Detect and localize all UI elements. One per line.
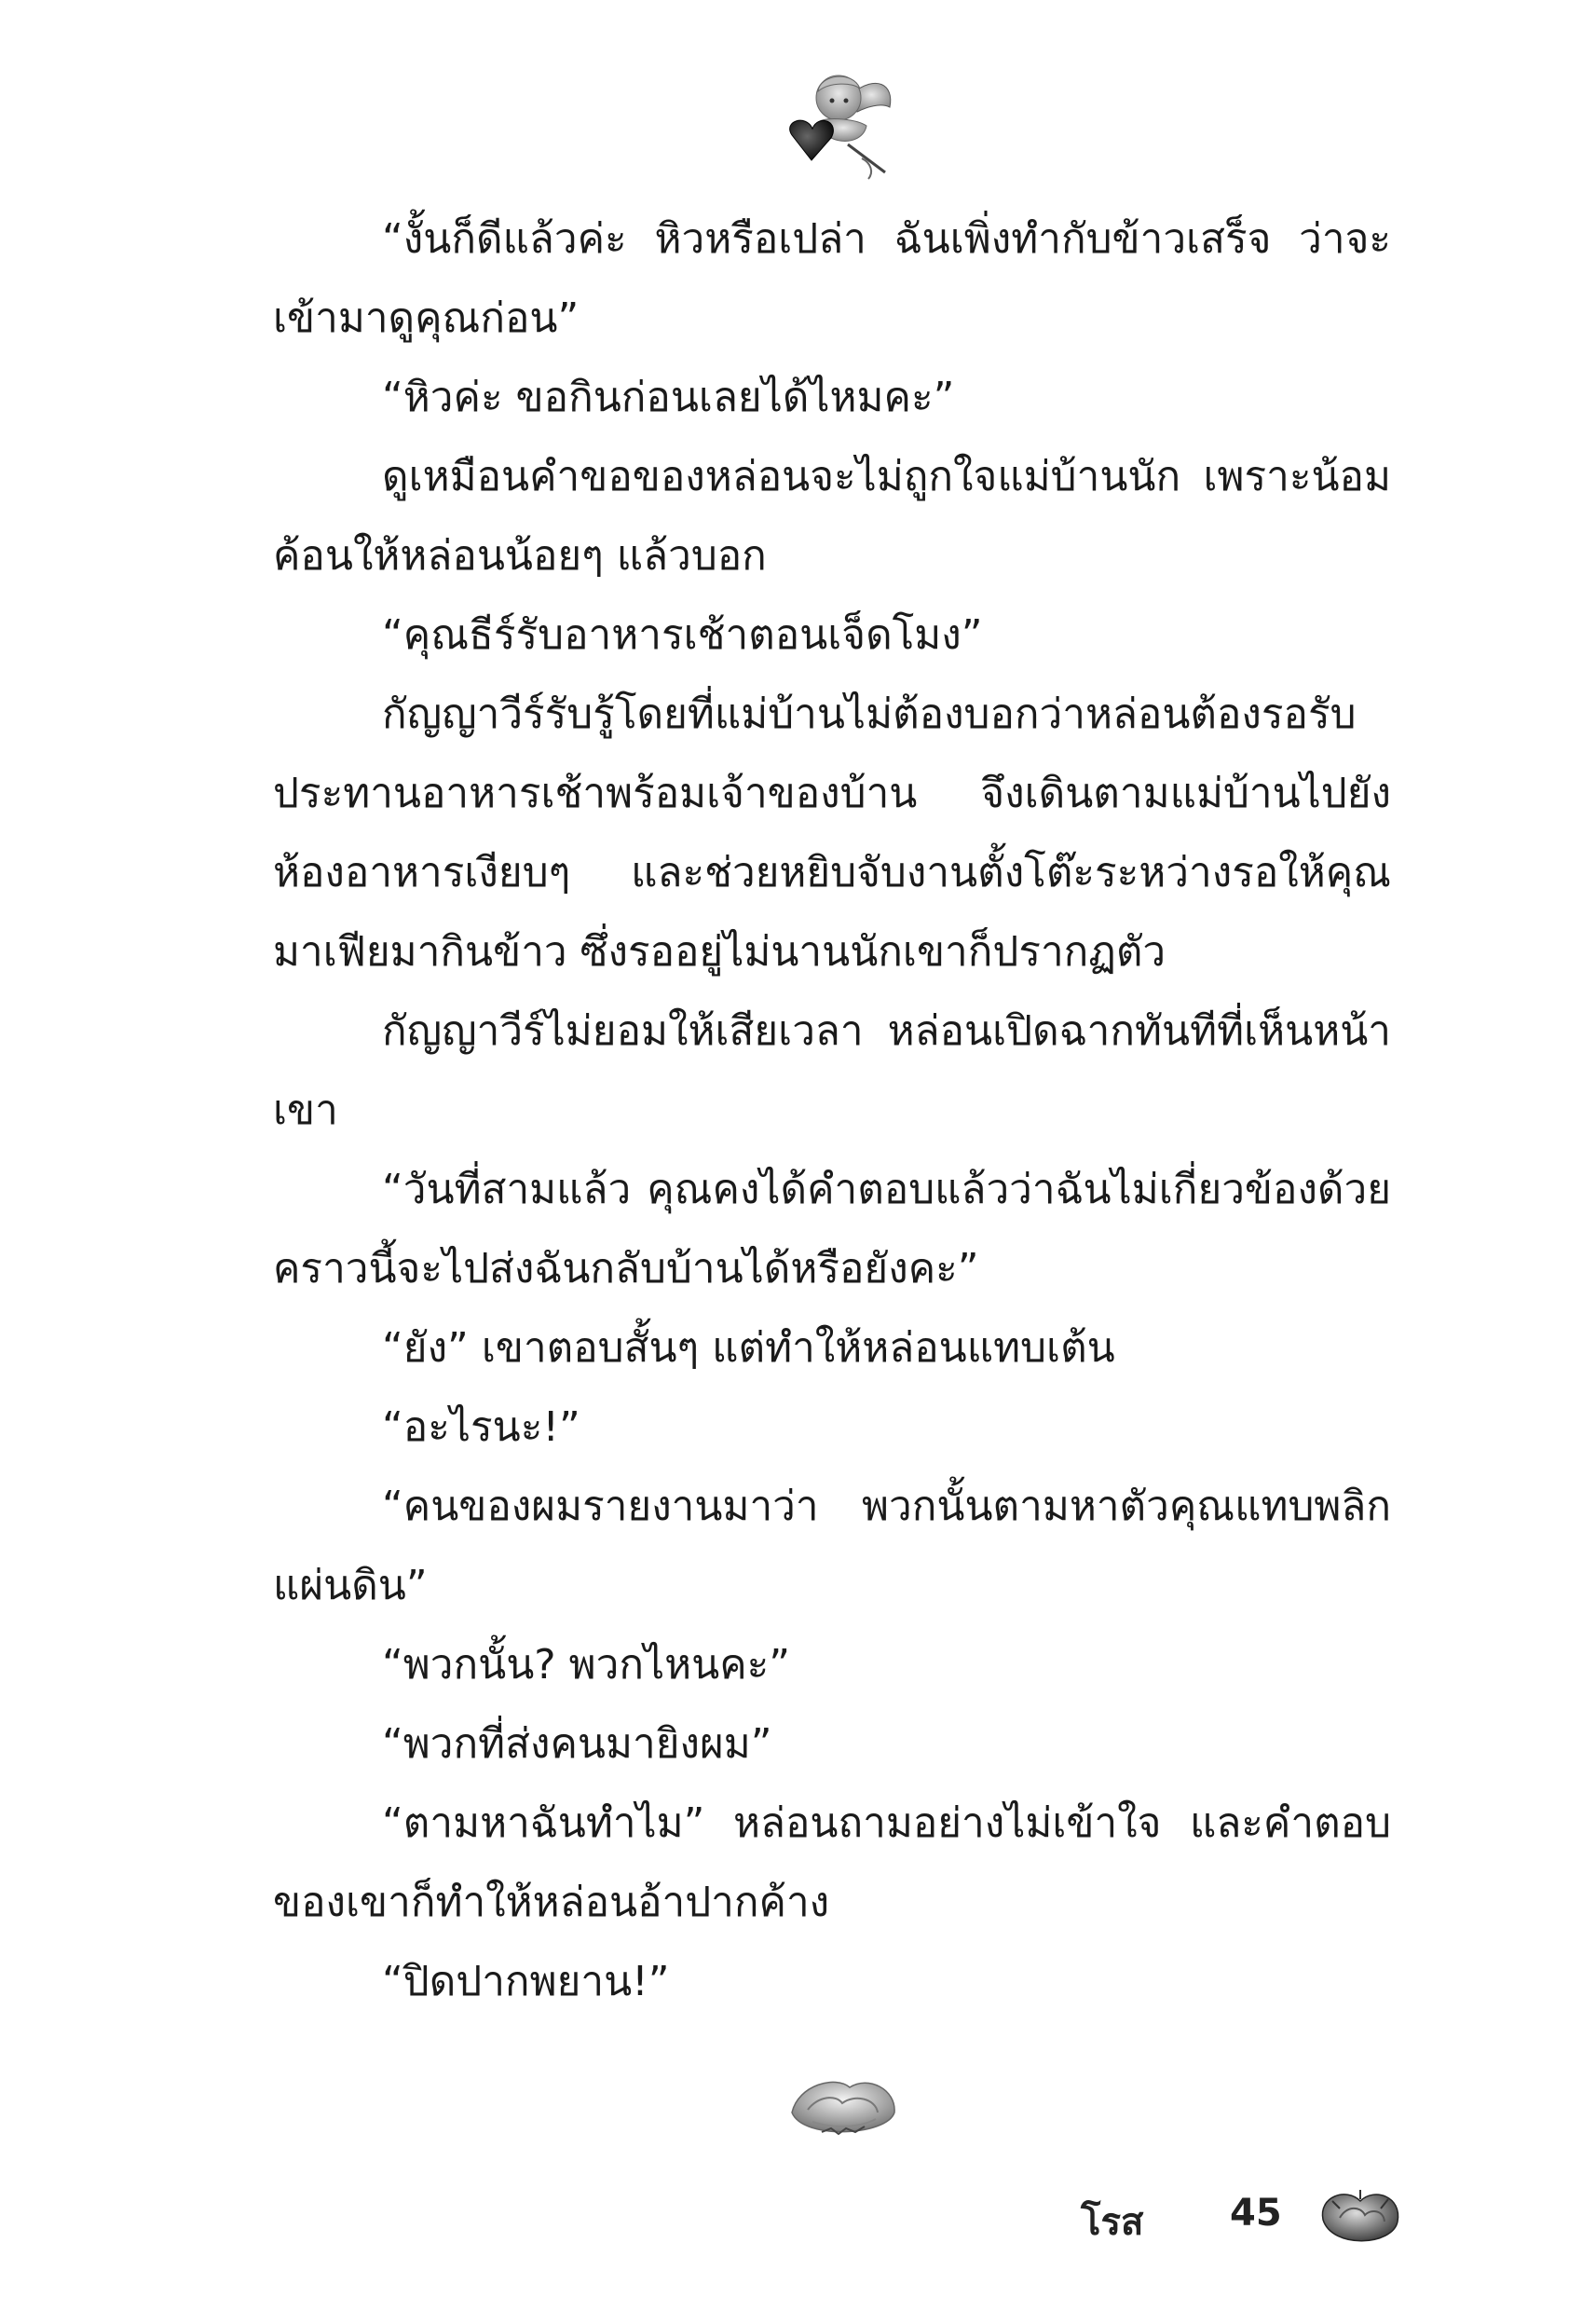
cherub-ornament-icon xyxy=(764,56,904,186)
paragraph: “งั้นก็ดีแล้วค่ะ หิวหรือเปล่า ฉันเพิ่งทำกับข้าวเสร็จ ว่าจะเข้ามาดูคุณก่อน” xyxy=(273,215,1391,342)
page-footer xyxy=(1081,2182,1416,2266)
rose-icon xyxy=(1314,2182,1407,2257)
paragraph: “หิวค่ะ ขอกินก่อนเลยได้ไหมคะ” xyxy=(382,374,955,421)
paragraph: กัญญาวีร์ไม่ยอมให้เสียเวลา หล่อนเปิดฉากทันทีที่เห็นหน้าเขา xyxy=(273,1007,1391,1134)
paragraph: “วันที่สามแล้ว คุณคงได้คำตอบแล้วว่าฉันไม่เกี่ยวข้องด้วย คราวนี้จะไปส่งฉันกลับบ้านได้หรือยังคะ” xyxy=(273,1166,1391,1292)
rose-ornament-icon xyxy=(784,2071,901,2150)
paragraph: “คุณธีร์รับอาหารเช้าตอนเจ็ดโมง” xyxy=(382,611,983,659)
paragraph: “ตามหาฉันทำไม” หล่อนถามอย่างไม่เข้าใจ และคำตอบของเขาก็ทำให้หล่อนอ้าปากค้าง xyxy=(273,1799,1391,1926)
paragraph: กัญญาวีร์รับรู้โดยที่แม่บ้านไม่ต้องบอกว่าหล่อนต้องรอรับประทานอาหารเช้าพร้อมเจ้าของบ้าน จึงเดินตามแม่บ้านไปยังห้องอาหารเงียบๆ และช่วยหยิบจับงานตั้งโต๊ะระหว่างรอให้คุณมาเฟียมากินข้าว ซึ่งรออยู่ไม่นานนักเขาก็ปรากฏตัว xyxy=(273,691,1391,976)
paragraph: “ยัง” เขาตอบสั้นๆ แต่ทำให้หล่อนแทบเต้น xyxy=(382,1324,1115,1372)
story-text xyxy=(273,199,1391,2021)
page-number: 45 xyxy=(1230,2192,1282,2235)
paragraph: “อะไรนะ!” xyxy=(382,1403,580,1451)
book-title: โรส xyxy=(1081,2201,1144,2244)
paragraph: “คนของผมรายงานมาว่า พวกนั้นตามหาตัวคุณแทบพลิกแผ่นดิน” xyxy=(273,1483,1391,1609)
paragraph: “ปิดปากพยาน!” xyxy=(382,1958,670,2005)
paragraph: ดูเหมือนคำขอของหล่อนจะไม่ถูกใจแม่บ้านนัก เพราะน้อมค้อนให้หล่อนน้อยๆ แล้วบอก xyxy=(273,453,1391,580)
paragraph: “พวกที่ส่งคนมายิงผม” xyxy=(382,1720,772,1768)
paragraph: “พวกนั้น? พวกไหนคะ” xyxy=(382,1641,791,1689)
